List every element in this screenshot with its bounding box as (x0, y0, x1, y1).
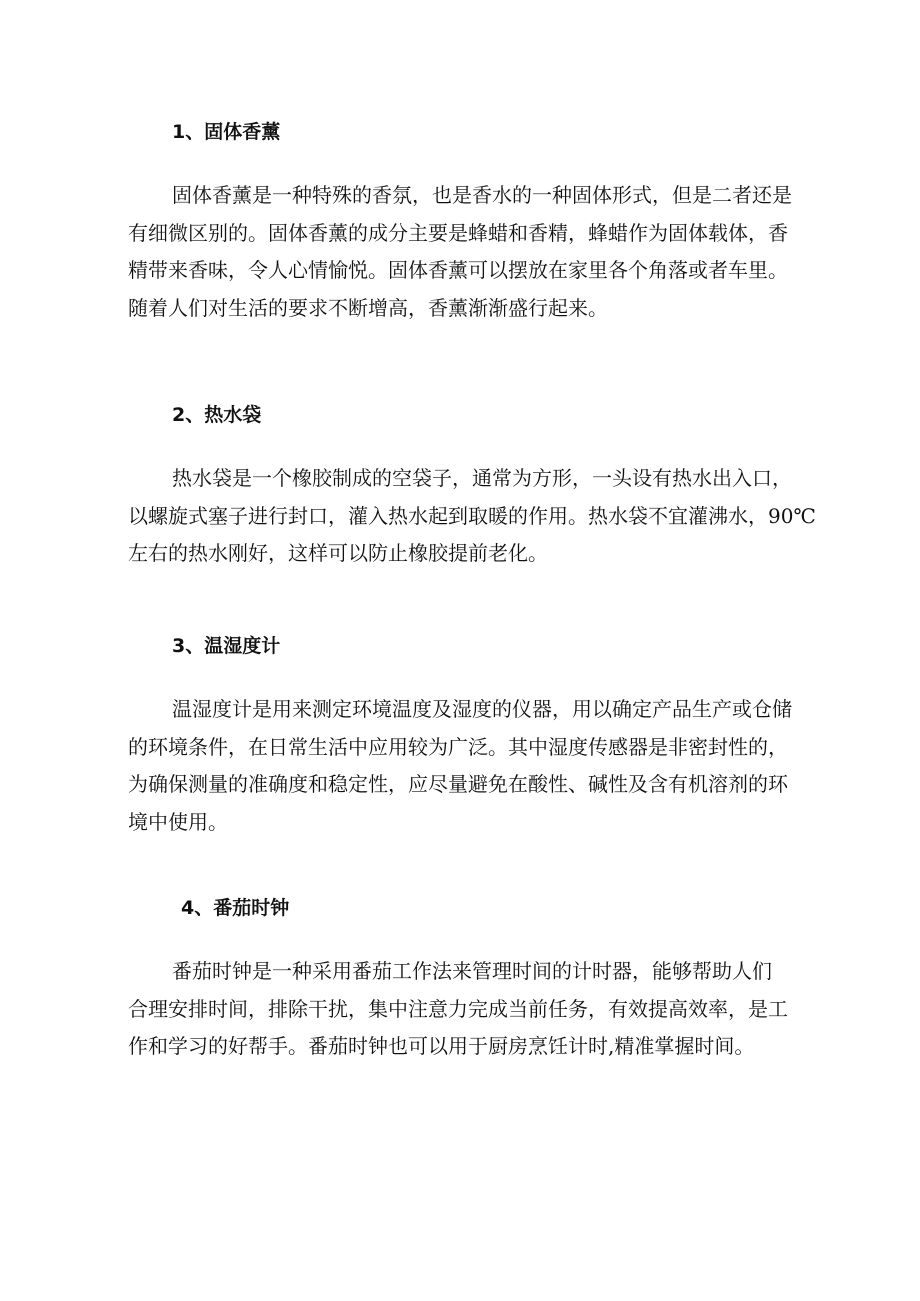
paragraph-line: 有细微区别的。固体香薰的成分主要是蜂蜡和香精，蜂蜡作为固体载体，香 (128, 220, 788, 245)
section-heading-hygrothermograph: 3、温湿度计 (172, 635, 281, 657)
paragraph-line: 左右的热水刚好，这样可以防止橡胶提前老化。 (128, 541, 548, 565)
paragraph-line: 随着人们对生活的要求不断增高，香薰渐渐盛行起来。 (128, 295, 608, 320)
paragraph-line: 境中使用。 (128, 809, 228, 834)
section-heading-solid-aroma: 1、固体香薰 (172, 121, 281, 143)
paragraph-line: 作和学习的好帮手。番茄时钟也可以用于厨房烹饪计时,精准掌握时间。 (128, 1034, 755, 1058)
paragraph-line: 温湿度计是用来测定环境温度及湿度的仪器，用以确定产品生产或仓储 (172, 697, 792, 721)
paragraph-line: 为确保测量的准确度和稳定性，应尽量避免在酸性、碱性及含有机溶剂的环 (128, 772, 788, 796)
paragraph-line: 固体香薰是一种特殊的香氛，也是香水的一种固体形式，但是二者还是 (172, 183, 792, 207)
section-heading-pomodoro-timer: 4、番茄时钟 (181, 897, 290, 919)
paragraph-line: 热水袋是一个橡胶制成的空袋子，通常为方形，一头设有热水出入口， (172, 466, 792, 490)
section-heading-hot-water-bag: 2、热水袋 (172, 404, 262, 426)
section-body-solid-aroma (128, 177, 828, 327)
paragraph-line: 番茄时钟是一种采用番茄工作法来管理时间的计时器，能够帮助人们 (172, 959, 772, 983)
section-body-pomodoro-timer (128, 953, 828, 1066)
paragraph-line: 合理安排时间，排除干扰，集中注意力完成当前任务，有效提高效率，是工 (128, 996, 788, 1021)
section-body-hot-water-bag (128, 460, 828, 573)
section-body-hygrothermograph (128, 691, 828, 841)
paragraph-line: 的环境条件，在日常生活中应用较为广泛。其中湿度传感器是非密封性的， (128, 734, 788, 759)
paragraph-line: 以螺旋式塞子进行封口，灌入热水起到取暖的作用。热水袋不宜灌沸水，90℃ (128, 503, 816, 528)
paragraph-line: 精带来香味，令人心情愉悦。固体香薰可以摆放在家里各个角落或者车里。 (128, 258, 788, 282)
